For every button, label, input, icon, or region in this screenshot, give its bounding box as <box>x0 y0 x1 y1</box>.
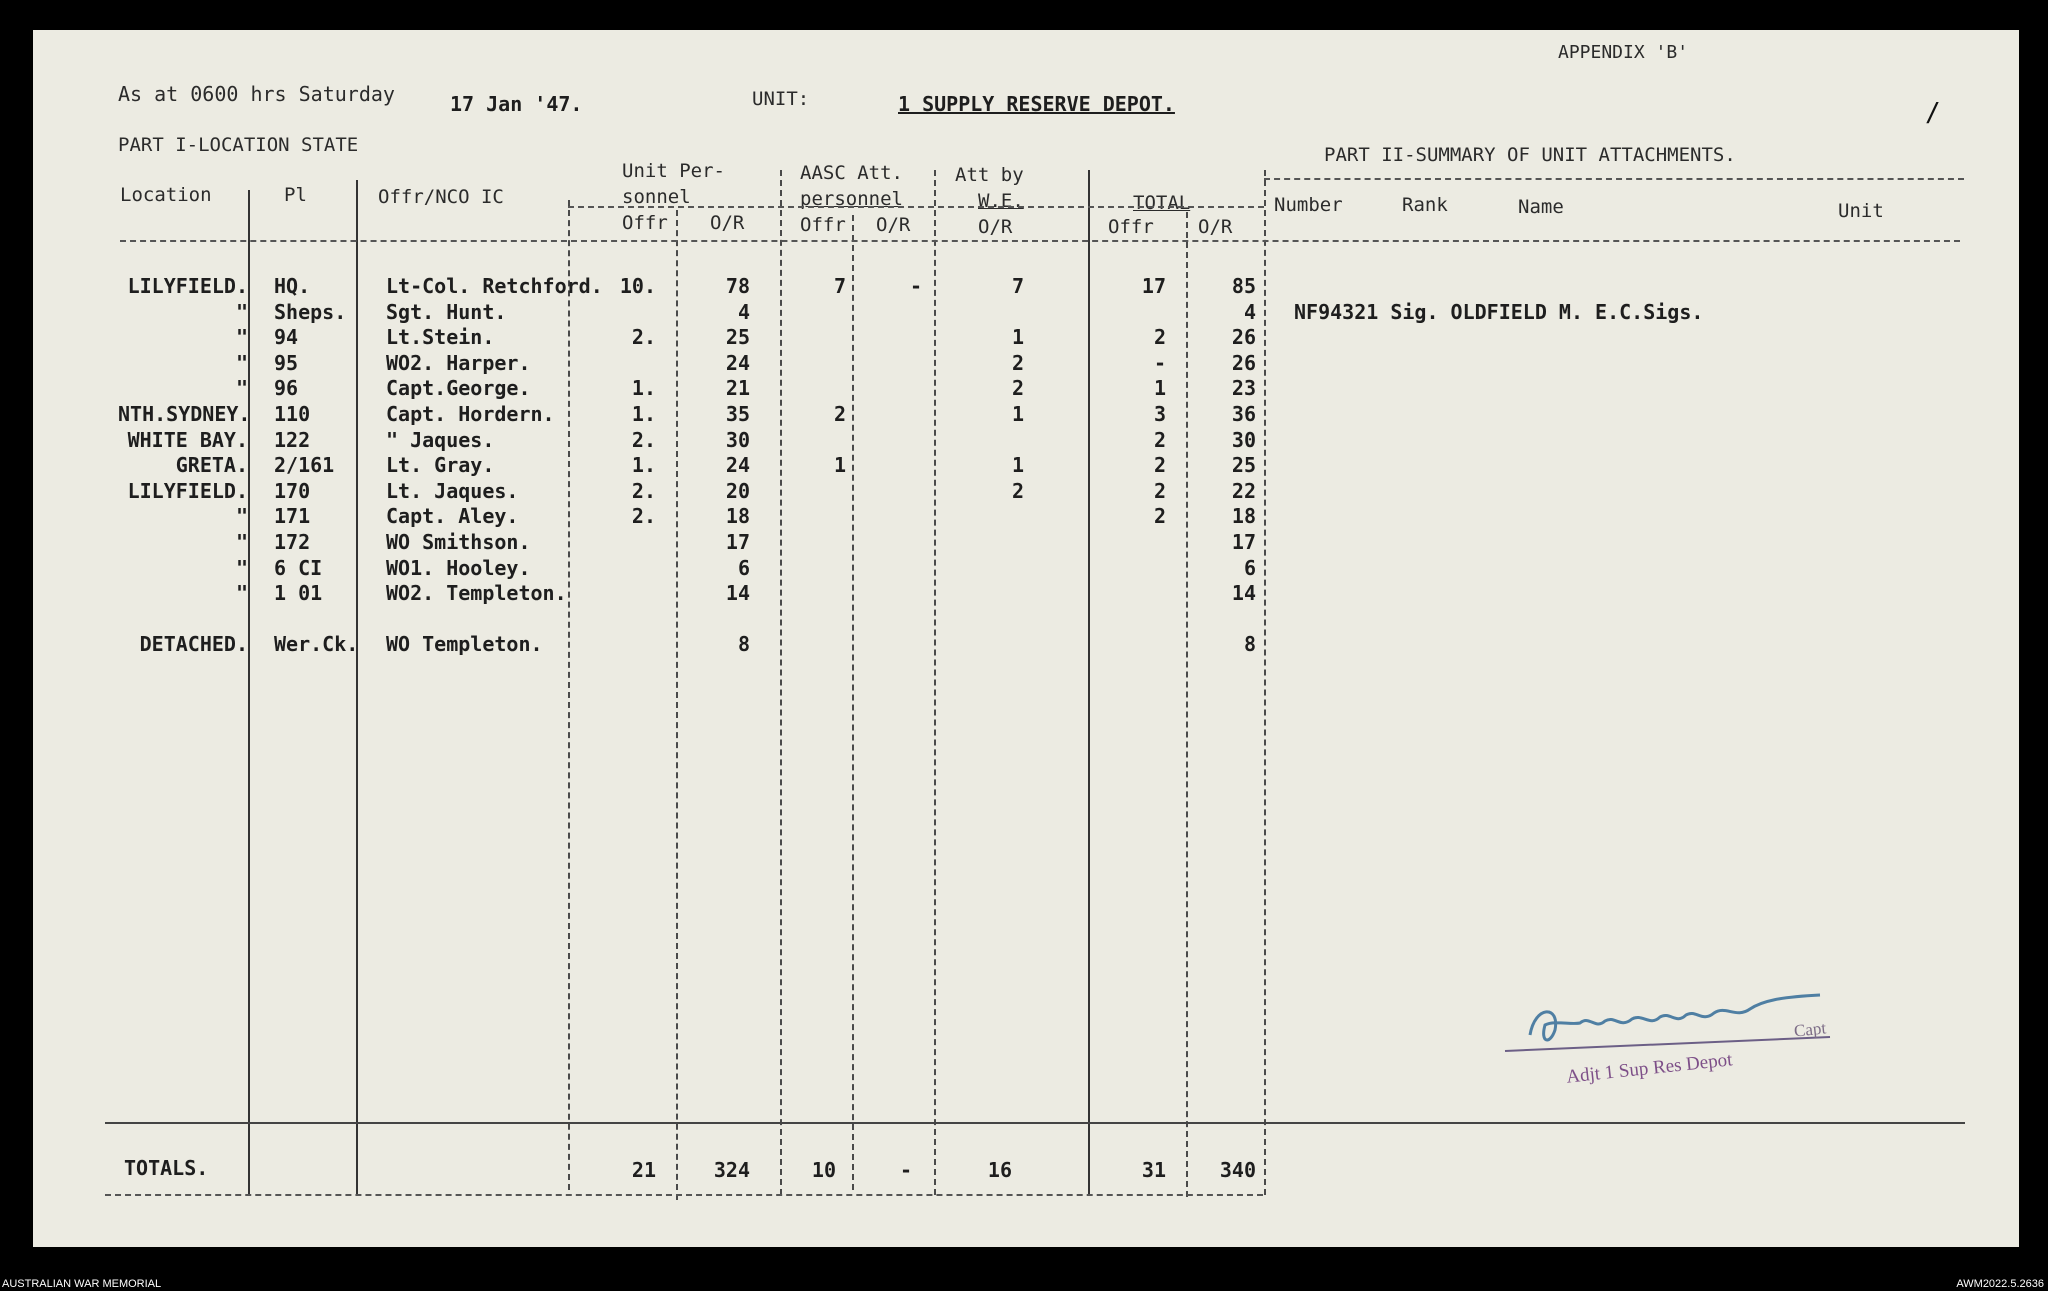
cell-pl: 96 <box>274 376 299 400</box>
totals-aasc-or: - <box>899 1158 912 1182</box>
cell-pl: 1 01 <box>274 581 323 605</box>
rule-totals-bottom <box>105 1194 1263 1196</box>
cell-offr-nco: Lt. Gray. <box>386 453 495 477</box>
part2-number-header: Number <box>1274 194 1343 216</box>
totals-unit-or: 324 <box>713 1158 750 1182</box>
cell-total-or: 26 <box>1231 351 1256 375</box>
part1-title: PART I-LOCATION STATE <box>118 134 359 156</box>
cell-total-or: 4 <box>1243 300 1256 324</box>
cell-pl: 122 <box>274 428 311 452</box>
cell-aasc-offr: 1 <box>833 453 846 477</box>
cell-we-or: 7 <box>1011 274 1024 298</box>
cell-we-or: 2 <box>1011 351 1024 375</box>
cell-unit-or: 4 <box>737 300 750 324</box>
totals-label: TOTALS. <box>124 1156 209 1180</box>
rule-after-pl <box>356 180 358 1195</box>
rule-header-bottom <box>120 240 1960 242</box>
rule-unit-mid <box>676 210 678 1200</box>
cell-offr-nco: WO Smithson. <box>386 530 531 554</box>
cell-unit-offr: 2. <box>631 325 656 349</box>
cell-offr-nco: WO2. Harper. <box>386 351 531 375</box>
col-att-we-header-1: Att by <box>955 164 1024 186</box>
cell-pl: 6 CI <box>274 556 323 580</box>
cell-pl: 172 <box>274 530 311 554</box>
cell-offr-nco: Sgt. Hunt. <box>386 300 507 324</box>
col-att-we-header-2: W.E. <box>978 190 1024 212</box>
report-date: 17 Jan '47. <box>450 92 583 116</box>
total-or-subheader: O/R <box>1198 216 1233 238</box>
cell-total-offr: 1 <box>1153 376 1166 400</box>
totals-aasc-offr: 10 <box>811 1158 836 1182</box>
cell-unit-or: 30 <box>725 428 750 452</box>
cell-unit-offr: 2. <box>631 479 656 503</box>
cell-offr-nco: Lt-Col. Retchford. <box>386 274 603 298</box>
part2-rank-header: Rank <box>1402 194 1448 216</box>
cell-offr-nco: Capt.George. <box>386 376 531 400</box>
cell-we-or: 2 <box>1011 376 1024 400</box>
cell-pl: 94 <box>274 325 299 349</box>
cell-offr-nco: Lt. Jaques. <box>386 479 519 503</box>
cell-location: " <box>235 351 248 375</box>
part2-title: PART II-SUMMARY OF UNIT ATTACHMENTS. <box>1324 144 1736 166</box>
cell-offr-nco: WO1. Hooley. <box>386 556 531 580</box>
footer-institution: AUSTRALIAN WAR MEMORIAL <box>2 1278 162 1290</box>
cell-unit-or: 18 <box>725 504 750 528</box>
cell-unit-or: 14 <box>725 581 750 605</box>
cell-total-or: 23 <box>1231 376 1256 400</box>
cell-total-or: 30 <box>1231 428 1256 452</box>
cell-pl: Wer.Ck. <box>274 632 359 656</box>
col-total-header: TOTAL <box>1133 192 1191 214</box>
cell-location: " <box>235 581 248 605</box>
cell-offr-nco: WO2. Templeton. <box>386 581 567 605</box>
part2-unit-header: Unit <box>1838 200 1884 222</box>
cell-unit-or: 24 <box>725 453 750 477</box>
cell-pl: 171 <box>274 504 311 528</box>
cell-we-or: 1 <box>1011 325 1024 349</box>
cell-location: " <box>235 325 248 349</box>
part2-entry: NF94321 Sig. OLDFIELD M. E.C.Sigs. <box>1294 300 1704 324</box>
cell-unit-or: 35 <box>725 402 750 426</box>
as-at-label: As at 0600 hrs Saturday <box>118 82 395 106</box>
cell-offr-nco: WO Templeton. <box>386 632 543 656</box>
handwritten-signature <box>1500 985 1840 1065</box>
cell-offr-nco: " Jaques. <box>386 428 495 452</box>
unit-or-subheader: O/R <box>710 212 745 234</box>
part2-name-header: Name <box>1518 196 1564 218</box>
cell-location: " <box>235 300 248 324</box>
cell-location: LILYFIELD. <box>127 274 248 298</box>
col-location-header: Location <box>120 184 212 206</box>
cell-we-or: 1 <box>1011 453 1024 477</box>
cell-location: LILYFIELD. <box>127 479 248 503</box>
rule-after-location <box>248 190 250 1195</box>
unit-offr-subheader: Offr <box>622 212 668 234</box>
rule-totals-top <box>105 1122 1965 1124</box>
cell-location: " <box>235 530 248 554</box>
cell-location: NTH.SYDNEY. <box>118 402 251 426</box>
totals-unit-offr: 21 <box>631 1158 656 1182</box>
rule-before-aasc <box>780 170 782 1195</box>
cell-total-offr: - <box>1153 351 1166 375</box>
cell-total-or: 25 <box>1231 453 1256 477</box>
cell-aasc-offr: 7 <box>833 274 846 298</box>
col-aasc-header-2: personnel <box>800 188 903 210</box>
cell-total-or: 22 <box>1231 479 1256 503</box>
cell-unit-offr: 1. <box>631 402 656 426</box>
cell-unit-offr: 2. <box>631 428 656 452</box>
cell-location: DETACHED. <box>139 632 248 656</box>
signature-rank: Capt <box>1793 1018 1827 1041</box>
appendix-label: APPENDIX 'B' <box>1558 42 1689 63</box>
cell-offr-nco: Lt.Stein. <box>386 325 495 349</box>
rule-after-total <box>1264 170 1266 1195</box>
cell-total-offr: 17 <box>1141 274 1166 298</box>
cell-total-offr: 2 <box>1153 504 1166 528</box>
cell-total-or: 17 <box>1231 530 1256 554</box>
cell-aasc-or: - <box>909 274 922 298</box>
rule-before-total <box>1088 170 1090 1195</box>
aasc-offr-subheader: Offr <box>800 214 846 236</box>
totals-total-offr: 31 <box>1141 1158 1166 1182</box>
cell-total-offr: 2 <box>1153 453 1166 477</box>
cell-unit-offr: 1. <box>631 376 656 400</box>
cell-location: " <box>235 504 248 528</box>
unit-name: 1 SUPPLY RESERVE DEPOT. <box>898 92 1175 116</box>
cell-total-or: 14 <box>1231 581 1256 605</box>
cell-total-or: 36 <box>1231 402 1256 426</box>
col-aasc-header-1: AASC Att. <box>800 162 903 184</box>
cell-pl: 170 <box>274 479 311 503</box>
cell-total-or: 85 <box>1231 274 1256 298</box>
cell-we-or: 2 <box>1011 479 1024 503</box>
cell-pl: 2/161 <box>274 453 335 477</box>
cell-unit-or: 78 <box>725 274 750 298</box>
cell-location: WHITE BAY. <box>127 428 248 452</box>
cell-total-offr: 2 <box>1153 428 1166 452</box>
cell-pl: HQ. <box>274 274 311 298</box>
aasc-or-subheader: O/R <box>876 214 911 236</box>
we-or-subheader: O/R <box>978 216 1013 238</box>
cell-offr-nco: Capt. Aley. <box>386 504 519 528</box>
unit-label: UNIT: <box>752 88 810 110</box>
rule-before-unit <box>568 200 570 1190</box>
cell-offr-nco: Capt. Hordern. <box>386 402 555 426</box>
rule-header-mid <box>568 206 1264 208</box>
cell-pl: Sheps. <box>274 300 347 324</box>
cell-unit-offr: 1. <box>631 453 656 477</box>
cell-total-or: 26 <box>1231 325 1256 349</box>
cell-location: " <box>235 556 248 580</box>
cell-total-offr: 2 <box>1153 325 1166 349</box>
total-offr-subheader: Offr <box>1108 216 1154 238</box>
col-offr-nco-header: Offr/NCO IC <box>378 186 504 208</box>
totals-total-or: 340 <box>1219 1158 1256 1182</box>
adjutant-stamp: Adjt 1 Sup Res Depot <box>1565 1049 1734 1088</box>
cell-unit-or: 21 <box>725 376 750 400</box>
rule-part2-top <box>1264 178 1964 180</box>
cell-location: GRETA. <box>175 453 248 477</box>
cell-pl: 95 <box>274 351 299 375</box>
corner-mark: / <box>1925 98 1941 128</box>
cell-unit-or: 6 <box>737 556 750 580</box>
cell-unit-offr: 10. <box>619 274 656 298</box>
cell-unit-or: 24 <box>725 351 750 375</box>
col-unit-personnel-header-1: Unit Per- <box>622 160 725 182</box>
col-pl-header: Pl <box>284 184 307 206</box>
rule-aasc-mid <box>852 215 854 1190</box>
cell-total-or: 18 <box>1231 504 1256 528</box>
totals-we-or: 16 <box>987 1158 1012 1182</box>
rule-before-we <box>934 170 936 1195</box>
footer-accession: AWM2022.5.2636 <box>1956 1278 2044 1290</box>
cell-pl: 110 <box>274 402 311 426</box>
cell-unit-or: 20 <box>725 479 750 503</box>
cell-total-or: 8 <box>1243 632 1256 656</box>
cell-unit-or: 8 <box>737 632 750 656</box>
cell-unit-or: 25 <box>725 325 750 349</box>
cell-aasc-offr: 2 <box>833 402 846 426</box>
cell-unit-offr: 2. <box>631 504 656 528</box>
cell-we-or: 1 <box>1011 402 1024 426</box>
col-unit-personnel-header-2: sonnel <box>622 186 691 208</box>
cell-unit-or: 17 <box>725 530 750 554</box>
cell-total-offr: 3 <box>1153 402 1166 426</box>
cell-total-or: 6 <box>1243 556 1256 580</box>
cell-location: " <box>235 376 248 400</box>
cell-total-offr: 2 <box>1153 479 1166 503</box>
